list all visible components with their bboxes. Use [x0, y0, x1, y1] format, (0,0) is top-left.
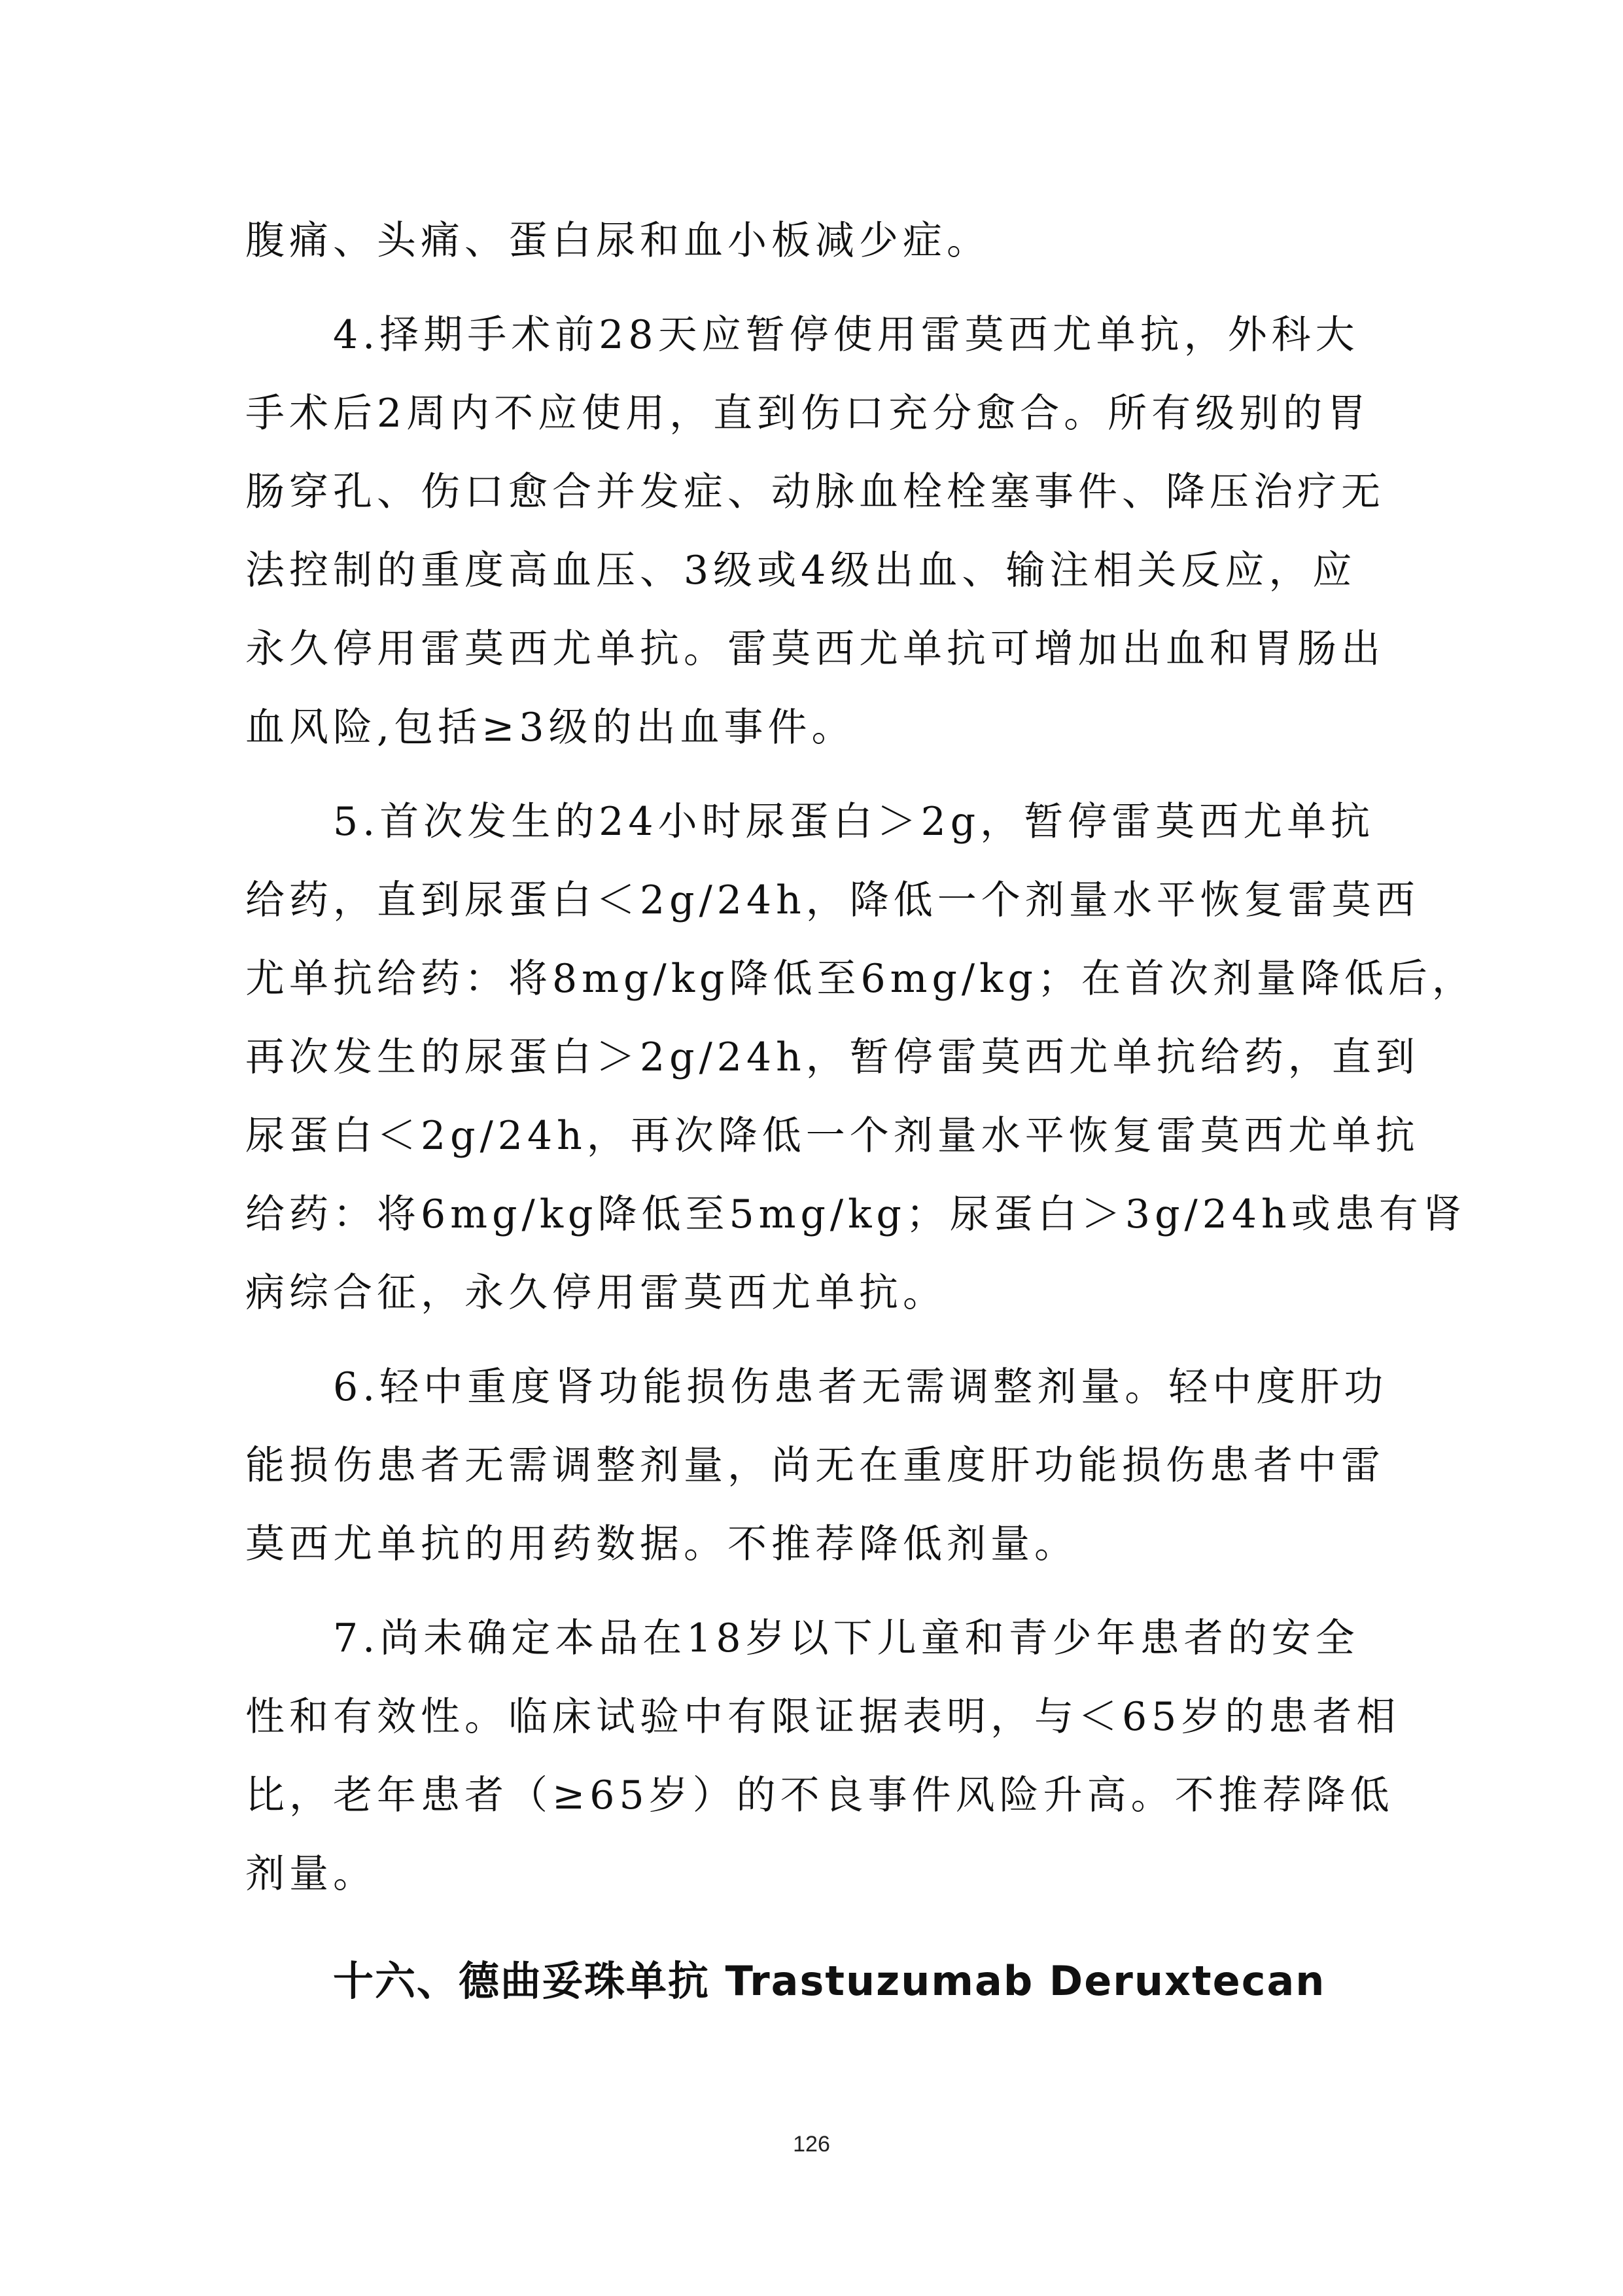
paragraph-line: 病综合征，永久停用雷莫西尤单抗。 — [245, 1270, 947, 1316]
paragraph-line: 手术后2周内不应使用，直到伤口充分愈合。所有级别的胃 — [245, 391, 1371, 436]
paragraph-line: 给药，直到尿蛋白＜2g/24h，降低一个剂量水平恢复雷莫西 — [245, 877, 1420, 923]
paragraph-line: 性和有效性。临床试验中有限证据表明，与＜65岁的患者相 — [245, 1694, 1401, 1740]
paragraph-line: 尿蛋白＜2g/24h，再次降低一个剂量水平恢复雷莫西尤单抗 — [245, 1113, 1420, 1159]
paragraph-line: 剂量。 — [245, 1851, 377, 1897]
paragraph-line: 血风险,包括≥3级的出血事件。 — [245, 705, 856, 751]
paragraph-line: 尤单抗给药：将8mg/kg降低至6mg/kg；在首次剂量降低后， — [245, 956, 1476, 1002]
paragraph-line: 比，老年患者（≥65岁）的不良事件风险升高。不推荐降低 — [245, 1773, 1394, 1818]
body-text — [245, 202, 1476, 2034]
paragraph-line: 永久停用雷莫西尤单抗。雷莫西尤单抗可增加出血和胃肠出 — [245, 626, 1385, 672]
paragraph-line: 4.择期手术前28天应暂停使用雷莫西尤单抗，外科大 — [333, 312, 1359, 358]
section-heading: 十六、德曲妥珠单抗 Trastuzumab Deruxtecan — [333, 1957, 1326, 2005]
paragraph-line: 5.首次发生的24小时尿蛋白＞2g，暂停雷莫西尤单抗 — [333, 799, 1375, 845]
paragraph-line: 法控制的重度高血压、3级或4级出血、输注相关反应，应 — [245, 548, 1357, 593]
paragraph-line: 给药：将6mg/kg降低至5mg/kg；尿蛋白＞3g/24h或患有肾 — [245, 1192, 1467, 1237]
paragraph-line: 腹痛、头痛、蛋白尿和血小板减少症。 — [245, 218, 990, 264]
paragraph-line: 莫西尤单抗的用药数据。不推荐降低剂量。 — [245, 1521, 1078, 1567]
paragraph-line: 能损伤患者无需调整剂量，尚无在重度肝功能损伤患者中雷 — [245, 1443, 1385, 1489]
paragraph-line: 肠穿孔、伤口愈合并发症、动脉血栓栓塞事件、降压治疗无 — [245, 469, 1385, 515]
paragraph-line: 6.轻中重度肾功能损伤患者无需调整剂量。轻中度肝功 — [333, 1364, 1388, 1410]
page-number: 126 — [793, 2132, 830, 2157]
paragraph-line: 7.尚未确定本品在18岁以下儿童和青少年患者的安全 — [333, 1616, 1359, 1661]
paragraph-line: 再次发生的尿蛋白＞2g/24h，暂停雷莫西尤单抗给药，直到 — [245, 1034, 1420, 1080]
